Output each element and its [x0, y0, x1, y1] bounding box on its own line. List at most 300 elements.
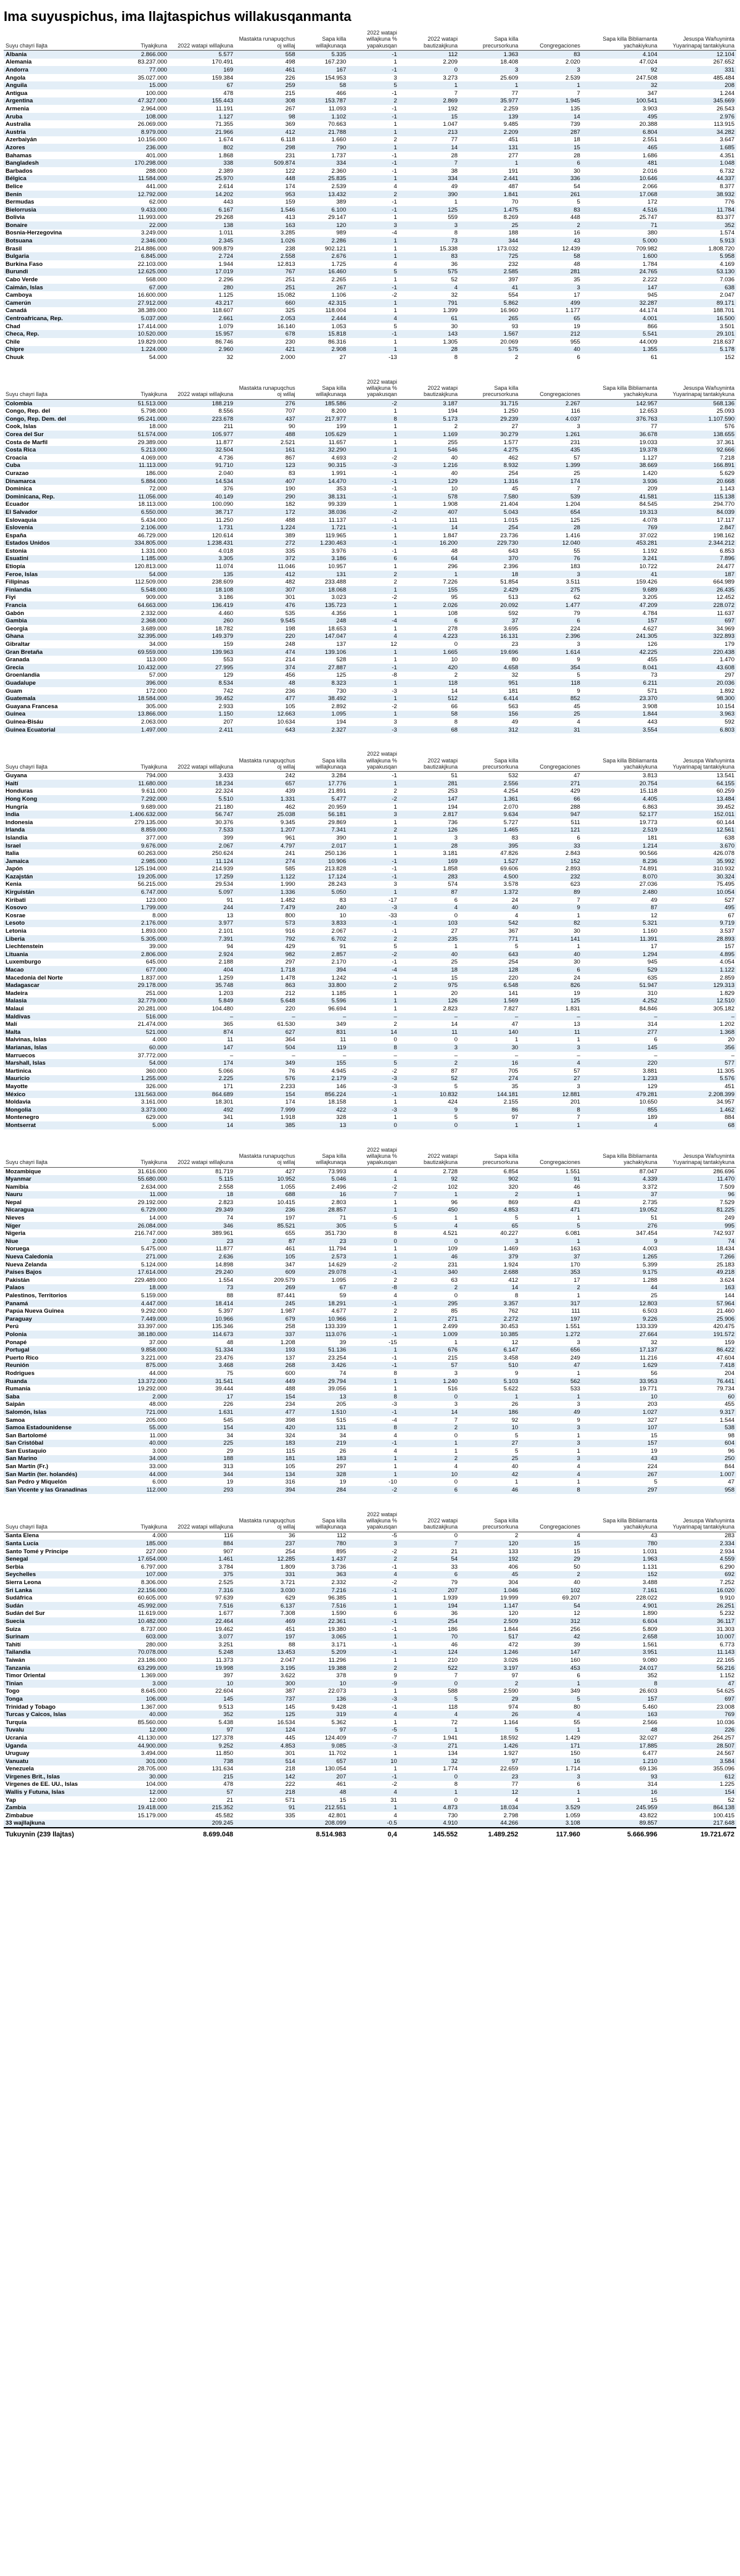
table-cell: 1: [393, 1595, 397, 1602]
table-cell: 64.155: [659, 780, 736, 788]
table-row: [4, 183, 736, 191]
table-cell: -3: [348, 1695, 399, 1703]
table-cell: 57: [574, 454, 580, 461]
table-cell: 45: [511, 485, 519, 493]
table-cell: 5.862: [459, 299, 520, 307]
table-cell: 353: [520, 1268, 582, 1276]
table-cell: 10.650: [639, 1099, 657, 1106]
table-cell: 65: [520, 315, 582, 323]
table-cell: 2.334: [659, 1540, 736, 1548]
table-cell: 31: [520, 726, 582, 734]
table-cell: 498: [285, 59, 295, 66]
table-cell: 2: [348, 571, 399, 579]
table-row: [4, 120, 736, 128]
table-cell: 10.722: [639, 563, 657, 571]
table-cell: 125: [520, 997, 582, 1005]
table-cell: 3: [520, 66, 582, 74]
table-cell: 7: [454, 89, 458, 97]
table-cell: 212: [520, 330, 582, 338]
table-cell: 87: [582, 904, 659, 912]
table-cell: 120: [459, 1540, 520, 1548]
table-cell: 354: [520, 664, 582, 672]
table-cell: –: [654, 1052, 657, 1059]
table-cell: 268: [235, 1362, 297, 1370]
table-cell: 12.040: [520, 540, 582, 548]
table-cell: 157: [725, 943, 734, 951]
table-cell: 360.000: [146, 1067, 167, 1075]
table-cell: 4.460: [218, 609, 234, 617]
table-cell: -1: [348, 920, 399, 928]
table-cell: 509.874: [235, 159, 297, 167]
table-cell: 3: [348, 811, 399, 819]
table-cell: 44.000: [100, 1471, 169, 1479]
table-cell: 3.936: [582, 477, 659, 485]
table-cell: -2: [392, 292, 397, 299]
table-cell: 1.185.000: [100, 555, 169, 563]
column-header: Congregaciones: [520, 749, 582, 772]
table-cell: 7.418: [659, 1362, 736, 1370]
table-cell: 5: [515, 1447, 519, 1455]
table-cell: 780: [582, 1540, 659, 1548]
table-cell: 3.187: [399, 399, 459, 407]
table-cell: 3: [459, 1237, 520, 1245]
table-cell: 6: [399, 617, 459, 625]
table-cell: 705: [508, 1067, 519, 1075]
table-cell: 204: [725, 1369, 734, 1377]
table-row: [4, 1796, 736, 1804]
table-cell: 69.136: [639, 1765, 657, 1773]
table-cell: 58: [399, 711, 459, 719]
table-cell: 1: [393, 439, 397, 446]
table-cell: 1.230.463: [297, 540, 348, 548]
table-cell: 1.631: [169, 1408, 235, 1416]
table-cell: 31: [390, 1796, 397, 1804]
table-cell: 6.503: [643, 1308, 657, 1315]
table-cell: 352: [648, 1672, 657, 1680]
table-row: [4, 795, 736, 803]
table-cell: 159: [725, 1339, 734, 1346]
table-cell: 945: [648, 959, 657, 966]
table-cell: 225: [169, 1440, 235, 1448]
table-cell: 21.891: [328, 788, 347, 795]
table-cell: -4: [392, 229, 397, 237]
country-name: Hungría: [6, 803, 28, 811]
table-cell: 125: [570, 516, 580, 524]
table-cell: 1.204: [565, 501, 580, 508]
table-cell: 215: [285, 89, 295, 97]
table-cell: -1: [348, 51, 399, 59]
table-cell: 12.663: [235, 711, 297, 719]
table-cell: 32: [511, 672, 519, 679]
table-cell: 1: [393, 214, 397, 221]
table-row: [4, 571, 736, 579]
table-cell: 17.885: [582, 1742, 659, 1750]
table-cell: 9: [577, 687, 580, 695]
table-row: [4, 462, 736, 470]
table-cell: 19.999: [500, 1595, 519, 1602]
table-cell: 4: [399, 1222, 459, 1230]
table-cell: 334: [399, 175, 459, 183]
table-cell: 461: [285, 1245, 295, 1253]
table-cell: 58: [520, 252, 582, 260]
country-name: Myanmar: [4, 1175, 100, 1183]
table-cell: 2: [348, 1555, 399, 1563]
table-cell: 466: [336, 89, 347, 97]
table-row: [4, 1742, 736, 1750]
table-cell: 172: [648, 199, 657, 206]
table-cell: 11.637: [717, 609, 734, 617]
table-cell: 676: [399, 1346, 459, 1354]
country-name: Nigeria: [6, 1230, 26, 1237]
table-cell: 769: [582, 524, 659, 532]
table-cell: 15: [574, 1548, 580, 1555]
table-cell: 43.822: [639, 1812, 657, 1819]
table-cell: 18.158: [328, 1099, 347, 1106]
table-cell: 1.941: [443, 1734, 458, 1741]
table-cell: 142.957: [582, 399, 659, 407]
table-cell: 44.266: [459, 1820, 520, 1828]
table-row: [4, 819, 736, 827]
table-cell: 185.000: [100, 1540, 169, 1548]
table-cell: 58: [297, 81, 348, 89]
table-cell: 312: [520, 1617, 582, 1625]
table-cell: 517: [459, 1633, 520, 1641]
table-cell: 1.152: [720, 1672, 734, 1680]
table-row: [4, 586, 736, 594]
table-cell: 250.136: [324, 850, 347, 857]
table-cell: 11.093: [328, 105, 347, 112]
table-cell: 1.305: [443, 338, 458, 345]
table-cell: 396.000: [100, 679, 169, 687]
table-cell: 1: [393, 501, 397, 508]
table-cell: 10.036: [716, 1719, 734, 1726]
table-cell: 54.000: [149, 353, 167, 361]
table-row: [4, 1680, 736, 1688]
table-cell: 953: [235, 191, 297, 199]
table-cell: 379: [459, 1253, 520, 1261]
table-row: [4, 89, 736, 97]
table-cell: 129: [399, 477, 459, 485]
column-header: 2022 watapi bautizakjkuna: [399, 28, 459, 51]
table-cell: 154: [235, 1091, 297, 1099]
table-row: [4, 338, 736, 346]
table-cell: 2.614: [218, 183, 234, 190]
table-cell: 1.665: [399, 648, 459, 656]
table-cell: 16.600.000: [138, 292, 167, 299]
country-name: Centroafricana, Rep.: [4, 315, 100, 323]
table-cell: 112: [337, 1532, 347, 1540]
table-cell: 74: [339, 1369, 347, 1377]
table-cell: 4.000: [152, 1532, 167, 1540]
table-cell: 20.036: [659, 679, 736, 687]
table-cell: 91: [226, 896, 234, 904]
table-cell: 29.239: [459, 415, 520, 423]
table-cell: 38: [451, 167, 458, 175]
table-cell: 1.107.590: [659, 415, 736, 423]
table-cell: 9.226: [582, 1315, 659, 1323]
table-cell: 8.645.000: [141, 1688, 167, 1695]
table-cell: 1: [515, 1479, 519, 1486]
table-cell: 1: [577, 1036, 580, 1044]
table-cell: 20.959: [328, 803, 347, 811]
table-cell: 276: [582, 1222, 659, 1230]
table-cell: 5.232: [720, 1610, 734, 1617]
table-cell: 125.194.000: [134, 865, 167, 873]
table-cell: 902.121: [324, 245, 347, 252]
table-cell: 538: [659, 1424, 736, 1432]
table-cell: 3: [520, 1424, 582, 1432]
table-cell: 28: [399, 346, 459, 354]
table-row: [4, 59, 736, 67]
table-cell: 194: [448, 408, 458, 415]
table-cell: 2.000: [100, 1237, 169, 1245]
table-cell: 17.654.000: [100, 1555, 169, 1563]
table-cell: 83: [520, 206, 582, 214]
table-cell: 251.000: [146, 989, 167, 997]
table-cell: 34.969: [716, 625, 734, 632]
table-cell: 60.263.000: [138, 850, 167, 857]
table-cell: 2.020: [565, 59, 580, 66]
table-row: [4, 1555, 736, 1563]
table-cell: 12.625.000: [100, 268, 169, 276]
table-cell: 55: [574, 547, 580, 555]
table-row: [4, 772, 736, 780]
table-cell: 301: [285, 594, 295, 601]
table-cell: 11.113.000: [100, 462, 169, 470]
table-cell: 25.609: [500, 74, 519, 81]
table-cell: 197: [520, 1315, 582, 1323]
table-cell: 334: [297, 159, 348, 167]
table-cell: 39.452: [716, 803, 734, 811]
table-cell: -2: [392, 703, 397, 710]
table-cell: 9.689.000: [141, 803, 167, 811]
table-cell: 1.808.720: [708, 245, 734, 252]
table-cell: 51.947: [582, 981, 659, 989]
table-cell: 3.881: [643, 1067, 657, 1075]
table-cell: 955: [570, 338, 580, 345]
country-name: Nieves: [6, 1215, 25, 1222]
table-cell: 254: [285, 1548, 295, 1555]
table-cell: 29.349: [169, 1207, 235, 1215]
table-cell: 6.803: [659, 726, 736, 734]
table-cell: 2: [520, 1284, 582, 1292]
table-cell: -3: [348, 1106, 399, 1114]
table-cell: 137: [336, 641, 347, 648]
table-cell: 34.000: [149, 641, 167, 648]
table-row: [4, 1323, 736, 1331]
table-cell: 3.695: [503, 625, 519, 632]
country-name: Papúa Nueva Guinea: [6, 1308, 64, 1315]
table-cell: 105: [285, 703, 295, 710]
table-cell: 2.676: [297, 252, 348, 260]
table-cell: 35.748: [169, 981, 235, 989]
table-cell: 248: [297, 617, 348, 625]
table-cell: 304: [508, 1579, 519, 1587]
table-cell: 10.415: [277, 1199, 295, 1206]
table-cell: 129: [223, 672, 234, 679]
table-row: [4, 1734, 736, 1742]
table-cell: 4.037: [520, 415, 582, 423]
table-cell: 12.000: [100, 1727, 169, 1735]
table-cell: 1: [520, 1191, 582, 1199]
table-row: [4, 152, 736, 160]
table-cell: 19.052: [582, 1207, 659, 1215]
table-cell: 14: [348, 1028, 399, 1036]
table-cell: 236.000: [100, 144, 169, 152]
table-cell: 482: [285, 579, 295, 586]
table-cell: 995: [659, 1222, 736, 1230]
table-cell: 2.798: [503, 1812, 519, 1819]
country-name: Trinidad y Tobago: [6, 1703, 56, 1711]
table-row: [4, 1222, 736, 1230]
table-cell: 1.629: [582, 1362, 659, 1370]
table-cell: 8: [348, 415, 399, 423]
table-cell: 1.009: [399, 1331, 459, 1339]
table-cell: 395: [459, 842, 520, 850]
table-cell: 25.183: [716, 1261, 734, 1268]
table-cell: 25.747: [639, 214, 657, 221]
table-cell: 3: [454, 834, 458, 841]
table-cell: 1: [393, 1688, 397, 1695]
table-cell: 16.534: [277, 1719, 295, 1726]
table-row: [4, 1765, 736, 1773]
table-cell: 74: [226, 1215, 234, 1222]
table-cell: 12.452: [716, 594, 734, 601]
column-header: Mastakta runapuqchus oj willaj: [235, 28, 297, 51]
table-cell: 511: [570, 819, 580, 826]
table-cell: 11.250: [215, 516, 234, 524]
table-cell: 45.992.000: [100, 1602, 169, 1610]
table-cell: 337: [235, 1331, 297, 1339]
table-cell: -0.5: [348, 1820, 399, 1828]
table-cell: 53.130: [659, 268, 736, 276]
table-cell: 398: [285, 1416, 295, 1424]
table-row: [4, 1602, 736, 1610]
table-cell: 2.259: [503, 105, 519, 112]
country-name: Rumanía: [6, 1385, 31, 1393]
country-name: Estonia: [6, 547, 27, 555]
table-cell: 208.099: [297, 1820, 348, 1828]
column-header: Sapa killa Bibliamanta yachakiykuna: [582, 1146, 659, 1168]
table-cell: -1: [348, 664, 399, 672]
table-cell: 157: [582, 1695, 659, 1703]
table-cell: -8: [392, 672, 397, 679]
table-cell: 4.736: [218, 454, 234, 461]
table-cell: 108: [448, 609, 458, 617]
table-cell: 21.180: [215, 803, 234, 811]
table-cell: 8.556: [218, 408, 234, 415]
table-cell: 4.018: [218, 547, 234, 555]
table-cell: 945: [648, 292, 657, 299]
table-cell: 1.047: [443, 121, 458, 128]
table-cell: -1: [392, 485, 397, 493]
table-cell: 3.273: [443, 74, 458, 81]
table-cell: 1: [393, 1245, 397, 1253]
table-cell: 492: [169, 1106, 235, 1114]
table-cell: 54: [399, 1555, 459, 1563]
table-cell: 11.680.000: [100, 780, 169, 788]
table-cell: 68: [659, 1121, 736, 1129]
table-cell: 197: [285, 1215, 295, 1222]
table-cell: 190: [285, 485, 295, 493]
table-cell: 439: [285, 788, 295, 795]
table-cell: 30.453: [500, 1323, 519, 1331]
table-cell: 5.000: [582, 237, 659, 245]
country-name: Kosovo: [4, 904, 100, 912]
table-cell: 1.478: [280, 974, 295, 981]
table-row: [4, 1028, 736, 1036]
table-cell: 12.510: [659, 997, 736, 1005]
table-cell: 26.603: [639, 1688, 657, 1695]
country-name: Caimán, Islas: [4, 284, 100, 292]
table-cell: 6: [577, 1672, 580, 1680]
table-cell: 70.663: [328, 121, 347, 128]
table-cell: 515: [336, 1416, 347, 1424]
table-cell: 17.124: [297, 873, 348, 881]
table-cell: 28: [520, 524, 582, 532]
table-cell: 461: [336, 1781, 347, 1788]
table-cell: 11.216: [639, 1354, 657, 1361]
column-header: 2022 watapi willajkuna % yapakusqan: [348, 1146, 399, 1168]
table-cell: 118: [520, 679, 582, 687]
table-cell: 90.315: [297, 462, 348, 470]
table-row: [4, 1013, 736, 1021]
country-name: Samoa: [6, 1416, 25, 1424]
table-cell: 0: [399, 66, 459, 74]
country-name: Tahití: [6, 1641, 21, 1648]
table-cell: 10.154: [716, 703, 734, 710]
table-cell: 397: [223, 1672, 234, 1680]
table-cell: 532: [508, 772, 519, 780]
table-cell: 183: [235, 1440, 297, 1448]
table-cell: 390: [336, 834, 347, 841]
table-cell: -1: [392, 1641, 397, 1648]
table-cell: 290: [235, 493, 297, 501]
table-cell: 0: [454, 1036, 458, 1044]
table-cell: 3: [520, 1455, 582, 1463]
table-cell: 6.604: [582, 1617, 659, 1625]
table-cell: 1.831: [565, 1005, 580, 1012]
table-cell: 1.406.632.000: [100, 811, 169, 819]
table-cell: 1: [348, 346, 399, 354]
table-cell: 251: [235, 284, 297, 292]
table-cell: 274: [459, 1075, 520, 1083]
table-cell: 85.521: [235, 1222, 297, 1230]
table-cell: 9.175: [582, 1268, 659, 1276]
country-name: Bonaire: [4, 221, 100, 229]
table-cell: 19.378: [582, 446, 659, 454]
table-cell: 2: [399, 1284, 459, 1292]
table-cell: -2: [348, 1486, 399, 1494]
table-cell: 89.857: [582, 1820, 659, 1828]
table-cell: 28.243: [328, 881, 347, 888]
table-cell: 107: [582, 1424, 659, 1432]
table-cell: 96.385: [328, 1595, 347, 1602]
table-cell: 13: [297, 1121, 348, 1129]
table-row: [4, 842, 736, 850]
table-cell: 5: [520, 1222, 582, 1230]
total-cell: 0,4: [348, 1828, 399, 1841]
table-cell: 32: [226, 353, 234, 361]
table-cell: 638: [659, 284, 736, 292]
country-name: Camerún: [4, 299, 100, 307]
table-cell: 28: [574, 152, 580, 159]
table-cell: 12: [390, 641, 397, 648]
table-cell: 412: [235, 128, 297, 136]
table-cell: 232: [508, 260, 519, 268]
table-cell: 103: [399, 920, 459, 928]
table-cell: 4: [520, 1711, 582, 1719]
